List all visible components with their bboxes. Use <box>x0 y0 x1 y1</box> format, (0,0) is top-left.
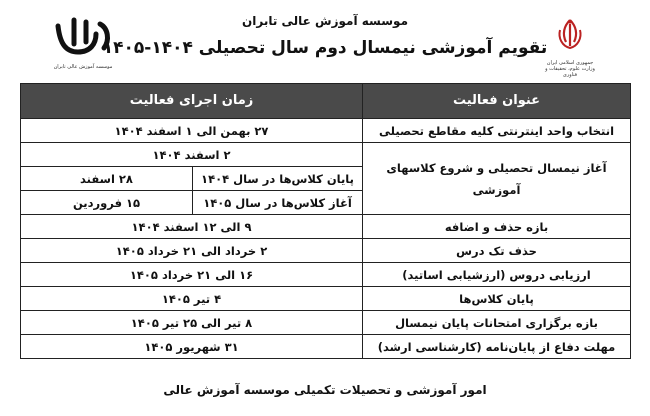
activity-cell: بازه حذف و اضافه <box>363 215 631 239</box>
ministry-logo-line2: وزارت علوم، تحقیقات و فناوری <box>545 66 595 78</box>
activity-cell: بازه برگزاری امتحانات پایان نیمسال <box>363 311 631 335</box>
time-cell: ۲۷ بهمن الی ۱ اسفند ۱۴۰۴ <box>21 119 363 143</box>
taboran-logo-icon <box>48 14 118 60</box>
time-cell: ۱۶ الی ۲۱ خرداد ۱۴۰۵ <box>21 263 363 287</box>
time-cell: ۴ تیر ۱۴۰۵ <box>21 287 363 311</box>
time-cell: ۹ الی ۱۲ اسفند ۱۴۰۴ <box>21 215 363 239</box>
activity-cell: پایان کلاس‌ها <box>363 287 631 311</box>
footer-signature: امور آموزشی و تحصیلات تکمیلی موسسه آموزش عالی <box>163 383 487 397</box>
activity-cell: مهلت دفاع از پایان‌نامه (کارشناسی ارشد) <box>363 335 631 359</box>
time-cell: ۲ اسفند ۱۴۰۴ <box>21 143 363 167</box>
time-cell: ۸ تیر الی ۲۵ تیر ۱۴۰۵ <box>21 311 363 335</box>
table-row <box>21 239 631 263</box>
taboran-logo-caption: موسسه آموزش عالی تابران <box>53 64 113 70</box>
institution-name: موسسه آموزش عالی تابران <box>242 14 408 28</box>
column-header-activity: عنوان فعالیت <box>363 84 631 119</box>
taboran-logo <box>48 14 118 70</box>
ministry-logo-line1: جمهوری اسلامی ایران <box>546 60 594 66</box>
sub-label-cell: آغاز کلاس‌ها در سال ۱۴۰۵ <box>193 191 363 215</box>
table-row <box>21 119 631 143</box>
page-title: تقویم آموزشی نیمسال دوم سال تحصیلی ۱۴۰۴-۱۴۰۵ <box>102 38 548 58</box>
time-cell: ۲ خرداد الی ۲۱ خرداد ۱۴۰۵ <box>21 239 363 263</box>
activity-cell: حذف تک درس <box>363 239 631 263</box>
table-row <box>21 335 631 359</box>
table-row <box>21 215 631 239</box>
academic-calendar-table <box>20 83 631 359</box>
activity-cell: آغاز نیمسال تحصیلی و شروع کلاسهای آموزشی <box>363 143 631 215</box>
column-header-time: زمان اجرای فعالیت <box>21 84 363 119</box>
time-cell: ۳۱ شهریور ۱۴۰۵ <box>21 335 363 359</box>
sub-label-cell: پایان کلاس‌ها در سال ۱۴۰۴ <box>193 167 363 191</box>
sub-value-cell: ۲۸ اسفند <box>21 167 193 191</box>
table-row <box>21 287 631 311</box>
activity-cell: ارزیابی دروس (ارزشیابی اساتید) <box>363 263 631 287</box>
activity-cell: انتخاب واحد اینترنتی کلیه مقاطع تحصیلی <box>363 119 631 143</box>
table-row <box>21 311 631 335</box>
table-header-row <box>21 84 631 119</box>
sub-value-cell: ۱۵ فروردین <box>21 191 193 215</box>
table-row <box>21 263 631 287</box>
page-header <box>0 0 650 84</box>
table-row <box>21 143 631 167</box>
